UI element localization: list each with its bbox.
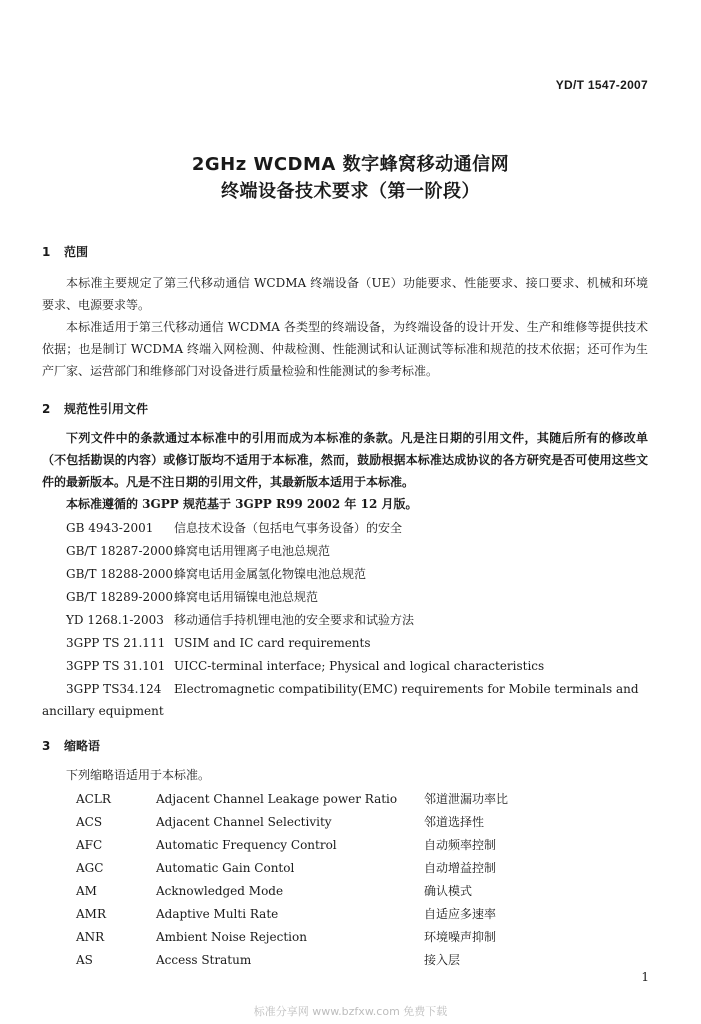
abbreviation-chinese: 确认模式: [424, 884, 473, 898]
abbreviation-row: [76, 811, 484, 833]
section-2-paragraph-1: 下列文件中的条款通过本标准中的引用而成为本标准的条款。凡是注日期的引用文件，其随后所有的修改单（不包括勘误的内容）或修订版均不适用于本标准，然而，鼓励根据本标准达成协议的各方研究是否可使用这些文件的最新版本。凡是不注日期的引用文件，其最新版本适用于本标准。: [42, 431, 648, 489]
abbreviation: ACS: [76, 815, 103, 829]
reference-row: [66, 609, 414, 631]
section-1-heading: [42, 243, 88, 260]
abbreviation-english: Adjacent Channel Selectivity: [156, 815, 332, 829]
reference-title: Electromagnetic compatibility(EMC) requirements for Mobile terminals and ancillary equipment: [42, 682, 639, 718]
reference-code: GB/T 18289-2000: [66, 590, 174, 604]
document-title-line2: 终端设备技术要求（第一阶段）: [221, 181, 480, 202]
reference-title: 蜂窝电话用金属氢化物镍电池总规范: [174, 567, 367, 581]
reference-code: 3GPP TS34.124: [66, 682, 162, 696]
reference-row: [66, 632, 371, 654]
section-2-title: 规范性引用文件: [64, 402, 149, 416]
abbreviation-row: [76, 834, 496, 856]
abbreviation-chinese: 自动增益控制: [424, 861, 497, 875]
reference-row: [66, 517, 402, 539]
reference-row: [66, 563, 366, 585]
reference-row: [66, 586, 318, 608]
reference-code: YD 1268.1-2003: [66, 613, 164, 627]
section-3-title: 缩略语: [64, 739, 101, 753]
reference-title: 蜂窝电话用镉镍电池总规范: [174, 590, 319, 604]
reference-code: 3GPP TS 31.101: [66, 659, 166, 673]
abbreviation-row: [76, 788, 508, 810]
abbreviation-english: Adjacent Channel Leakage power Ratio: [156, 792, 398, 806]
abbreviation-row: [76, 880, 472, 902]
abbreviation: AS: [76, 953, 93, 967]
section-1-paragraph-2: 本标准适用于第三代移动通信 WCDMA 各类型的终端设备，为终端设备的设计开发、生产和维修等提供技术依据；也是制订 WCDMA 终端入网检测、仲裁检测、性能测试和认证测试等标准和规范的技术依据；还可作为生产厂家、运营部门和维修部门对设备进行质量检验和性能测试的参考标准。: [42, 320, 648, 378]
abbreviation-english: Access Stratum: [156, 953, 252, 967]
document-title-line1: 2GHz WCDMA 数字蜂窝移动通信网: [191, 154, 510, 175]
abbreviation-english: Adaptive Multi Rate: [156, 907, 279, 921]
abbreviation-chinese: 邻道泄漏功率比: [424, 792, 509, 806]
abbreviation-english: Automatic Gain Contol: [156, 861, 295, 875]
abbreviation-row: [76, 949, 460, 971]
abbreviation-row: [76, 926, 496, 948]
section-3-intro: 下列缩略语适用于本标准。: [66, 768, 211, 782]
section-2-heading: [42, 400, 148, 417]
reference-row: [66, 655, 544, 677]
abbreviation: ACLR: [76, 792, 111, 806]
abbreviation: AGC: [76, 861, 104, 875]
abbreviation-chinese: 邻道选择性: [424, 815, 485, 829]
abbreviation: AM: [76, 884, 97, 898]
reference-title: 移动通信手持机锂电池的安全要求和试验方法: [174, 613, 415, 627]
abbreviation: AFC: [76, 838, 103, 852]
abbreviation-row: [76, 857, 496, 879]
watermark-text: 标准分享网 www.bzfxw.com 免费下载: [253, 1005, 448, 1018]
abbreviation: ANR: [76, 930, 105, 944]
abbreviation-chinese: 自适应多速率: [424, 907, 497, 921]
section-1-title: 范围: [64, 245, 89, 259]
reference-title: 蜂窝电话用锂离子电池总规范: [174, 544, 331, 558]
reference-code: GB 4943-2001: [66, 521, 154, 535]
abbreviation-english: Acknowledged Mode: [156, 884, 284, 898]
section-1-paragraph-1: 本标准主要规定了第三代移动通信 WCDMA 终端设备（UE）功能要求、性能要求、接口要求、机械和环境要求、电源要求等。: [42, 276, 648, 312]
abbreviation-english: Automatic Frequency Control: [156, 838, 337, 852]
abbreviation-row: [76, 903, 496, 925]
section-3-number: 3: [42, 739, 51, 753]
section-2-paragraph-2: 本标准遵循的 3GPP 规范基于 3GPP R99 2002 年 12 月版。: [66, 497, 418, 511]
section-1-number: 1: [42, 245, 51, 259]
abbreviation-english: Ambient Noise Rejection: [156, 930, 307, 944]
reference-code: 3GPP TS 21.111: [66, 636, 166, 650]
reference-row: [66, 540, 330, 562]
abbreviation-chinese: 环境噪声抑制: [424, 930, 497, 944]
reference-title: USIM and IC card requirements: [174, 636, 371, 650]
section-3-heading: [42, 737, 100, 754]
abbreviation: AMR: [76, 907, 106, 921]
abbreviation-chinese: 接入层: [424, 953, 461, 967]
reference-code: GB/T 18287-2000: [66, 544, 174, 558]
abbreviation-chinese: 自动频率控制: [424, 838, 497, 852]
standard-code: YD/T 1547-2007: [555, 78, 648, 92]
page-number: 1: [641, 970, 649, 984]
reference-row-wrapped: [42, 678, 648, 722]
section-2-number: 2: [42, 402, 51, 416]
reference-title: 信息技术设备（包括电气事务设备）的安全: [174, 521, 403, 535]
reference-code: GB/T 18288-2000: [66, 567, 174, 581]
reference-title: UICC-terminal interface; Physical and logical characteristics: [174, 659, 545, 673]
